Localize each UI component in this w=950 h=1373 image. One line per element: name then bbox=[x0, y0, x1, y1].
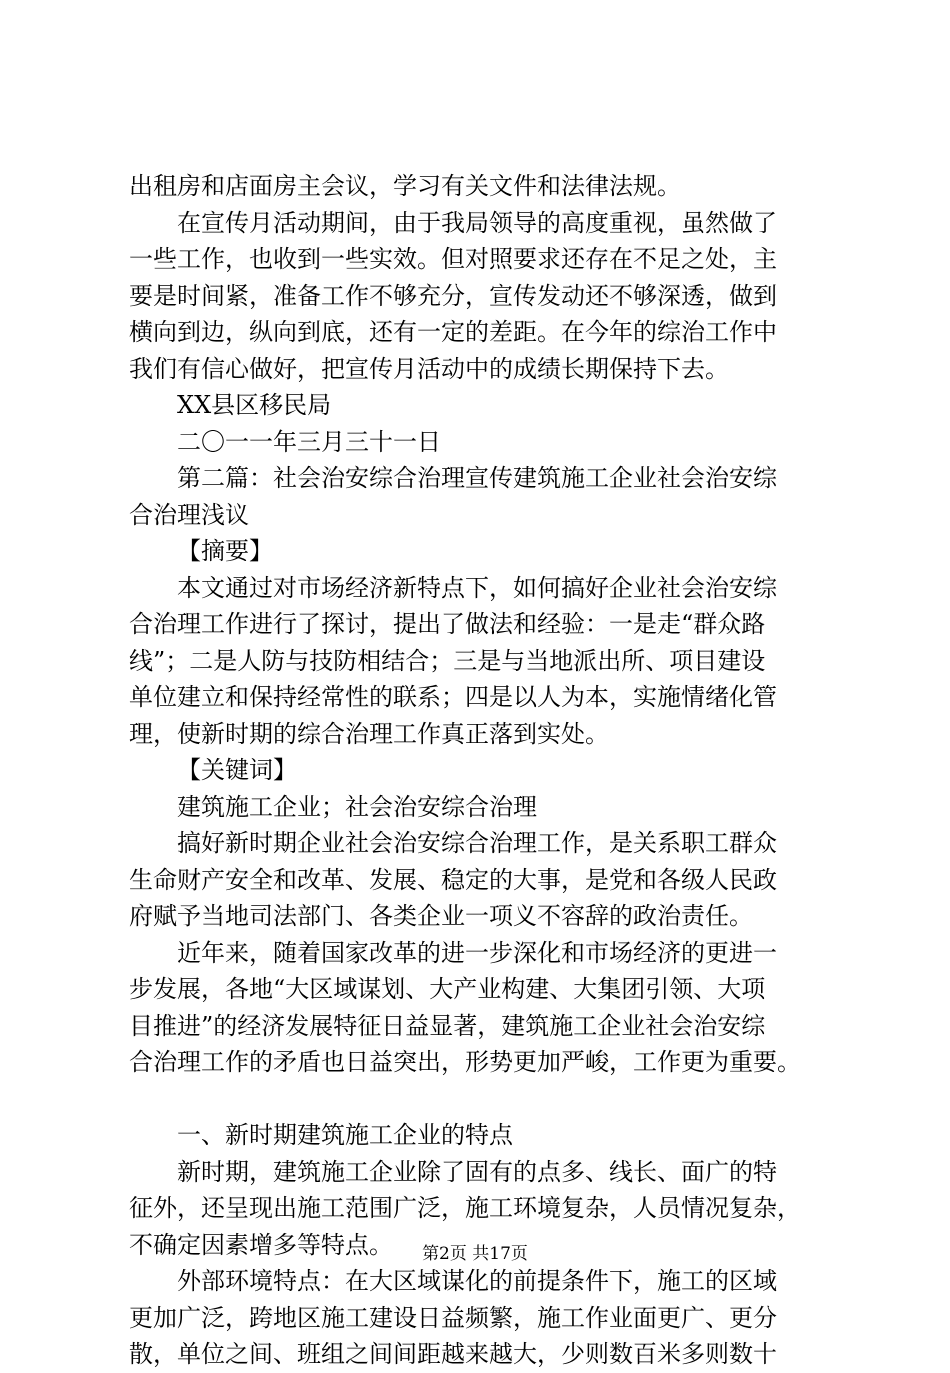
text-line: 更加广泛，跨地区施工建设日益频繁，施工作业面更广、更分 bbox=[129, 1303, 777, 1332]
text-line: 合治理工作进行了探讨，提出了做法和经验：一是走“群众路 bbox=[129, 610, 766, 638]
text-line: 要是时间紧，准备工作不够充分，宣传发动还不够深透，做到 bbox=[129, 281, 777, 310]
page-footer: 第2页 共17页 bbox=[422, 1244, 528, 1264]
text-line: 在宣传月活动期间，由于我局领导的高度重视，虽然做了 bbox=[177, 208, 777, 237]
text-line: 步发展，各地“大区域谋划、大产业构建、大集团引领、大项 bbox=[129, 975, 766, 1003]
text-line: 我们有信心做好，把宣传月活动中的成绩长期保持下去。 bbox=[129, 354, 729, 383]
text-line: 府赋予当地司法部门、各类企业一项义不容辞的政治责任。 bbox=[129, 902, 753, 930]
text-line: 外部环境特点：在大区域谋化的前提条件下，施工的区域 bbox=[177, 1267, 777, 1295]
text-line: 生命财产安全和改革、发展、稳定的大事，是党和各级人民政 bbox=[129, 865, 777, 894]
text-line: 新时期，建筑施工企业除了固有的点多、线长、面广的特 bbox=[177, 1157, 777, 1186]
paragraph-gap bbox=[129, 1081, 849, 1118]
text-line: 本文通过对市场经济新特点下，如何搞好企业社会治安综 bbox=[177, 573, 777, 602]
text-line: 出租房和店面房主会议，学习有关文件和法律法规。 bbox=[129, 172, 681, 200]
subsection-heading: 一、新时期建筑施工企业的特点 bbox=[177, 1121, 513, 1149]
section-title: 第二篇：社会治安综合治理宣传建筑施工企业社会治安综 bbox=[177, 464, 777, 492]
signature-office: XX县区移民局 bbox=[177, 391, 332, 419]
section-title-continued: 合治理浅议 bbox=[129, 500, 249, 529]
text-line: 线”；二是人防与技防相结合；三是与当地派出所、项目建设 bbox=[129, 646, 766, 675]
text-line: 目推进”的经济发展特征日益显著，建筑施工企业社会治安综 bbox=[129, 1011, 766, 1040]
document-body bbox=[129, 168, 849, 1373]
text-line: 征外，还呈现出施工范围广泛，施工环境复杂，人员情况复杂， bbox=[129, 1194, 801, 1222]
text-line: 搞好新时期企业社会治安综合治理工作，是关系职工群众 bbox=[177, 829, 777, 857]
signature-date: 二〇一一年三月三十一日 bbox=[177, 427, 441, 456]
text-line: 散，单位之间、班组之间间距越来越大，少则数百米多则数十 bbox=[129, 1340, 777, 1368]
text-line: 合治理工作的矛盾也日益突出，形势更加严峻，工作更为重要。 bbox=[129, 1048, 801, 1076]
text-line: 一些工作，也收到一些实效。但对照要求还存在不足之处，主 bbox=[129, 245, 777, 273]
keywords-text: 建筑施工企业；社会治安综合治理 bbox=[177, 792, 537, 821]
keywords-heading: 【关键词】 bbox=[177, 756, 297, 784]
text-line: 近年来，随着国家改革的进一步深化和市场经济的更进一 bbox=[177, 938, 777, 967]
text-line: 单位建立和保持经常性的联系；四是以人为本，实施情绪化管 bbox=[129, 683, 777, 711]
text-line: 理，使新时期的综合治理工作真正落到实处。 bbox=[129, 719, 609, 748]
abstract-heading: 【摘要】 bbox=[177, 537, 273, 565]
text-line: 横向到边，纵向到底，还有一定的差距。在今年的综治工作中 bbox=[129, 318, 777, 346]
text-line: 不确定因素增多等特点。 bbox=[129, 1230, 393, 1259]
